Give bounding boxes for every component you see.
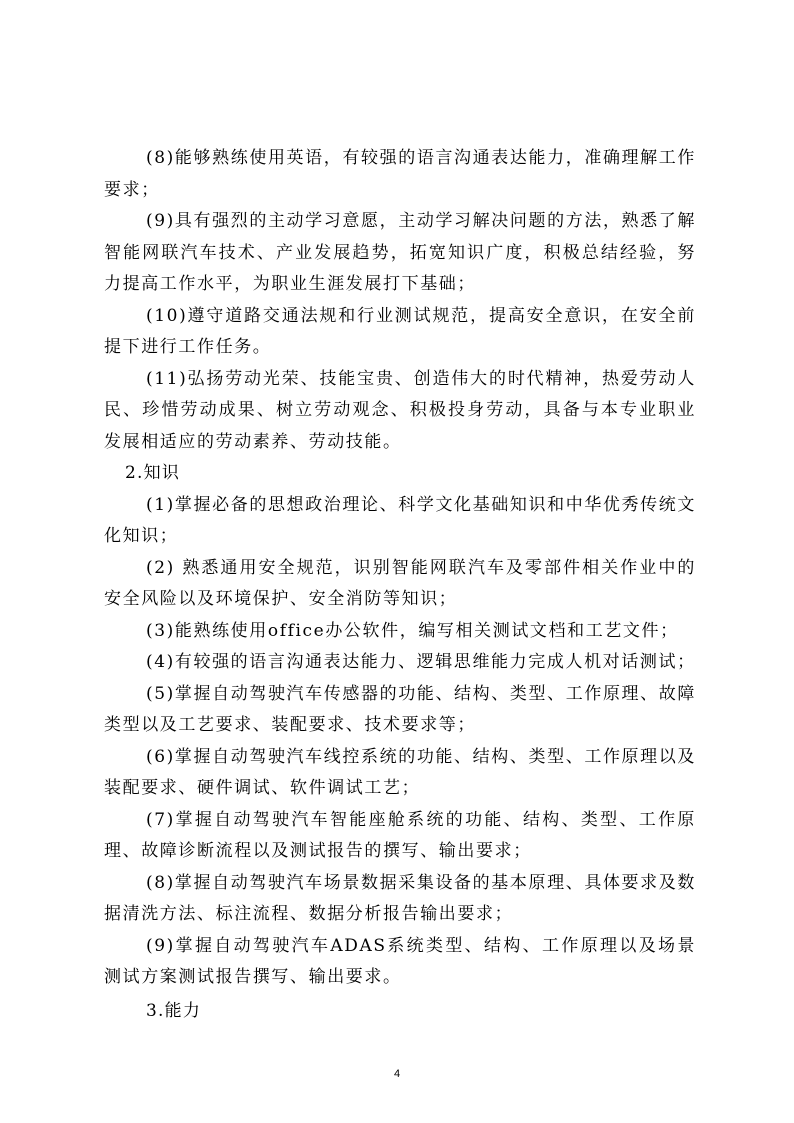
paragraph-item-10: (10)遵守道路交通法规和行业测试规范，提高安全意识，在安全前提下进行工作任务。 xyxy=(104,305,696,357)
page-number: 4 xyxy=(393,1068,401,1080)
knowledge-item-3: (3)能熟练使用office办公软件，编写相关测试文档和工艺文件； xyxy=(146,620,679,641)
knowledge-item-2: (2) 熟悉通用安全规范，识别智能网联汽车及零部件相关作业中的安全风险以及环境保护、安全消防等知识； xyxy=(104,557,696,609)
knowledge-item-9: (9)掌握自动驾驶汽车ADAS系统类型、结构、工作原理以及场景测试方案测试报告撰写、输出要求。 xyxy=(104,935,696,987)
knowledge-item-7: (7)掌握自动驾驶汽车智能座舱系统的功能、结构、类型、工作原理、故障诊断流程以及测试报告的撰写、输出要求； xyxy=(104,809,696,861)
paragraph-item-8: (8)能够熟练使用英语，有较强的语言沟通表达能力，准确理解工作要求； xyxy=(104,148,696,200)
paragraph-item-9: (9)具有强烈的主动学习意愿，主动学习解决问题的方法，熟悉了解智能网联汽车技术、产业发展趋势，拓宽知识广度，积极总结经验，努力提高工作水平，为职业生涯发展打下基础； xyxy=(104,211,696,294)
knowledge-item-1: (1)掌握必备的思想政治理论、科学文化基础知识和中华优秀传统文化知识； xyxy=(104,494,696,546)
knowledge-item-8: (8)掌握自动驾驶汽车场景数据采集设备的基本原理、具体要求及数据清洗方法、标注流程、数据分析报告输出要求； xyxy=(104,872,696,924)
knowledge-item-6: (6)掌握自动驾驶汽车线控系统的功能、结构、类型、工作原理以及装配要求、硬件调试、软件调试工艺； xyxy=(104,746,696,798)
paragraph-item-11: (11)弘扬劳动光荣、技能宝贵、创造伟大的时代精神，热爱劳动人民、珍惜劳动成果、树立劳动观念、积极投身劳动，具备与本专业职业发展相适应的劳动素养、劳动技能。 xyxy=(104,368,696,452)
section-heading-ability: 3.能力 xyxy=(146,1000,202,1021)
knowledge-item-4: (4)有较强的语言沟通表达能力、逻辑思维能力完成人机对话测试； xyxy=(146,652,696,672)
document-body xyxy=(104,143,696,1027)
knowledge-item-5: (5)掌握自动驾驶汽车传感器的功能、结构、类型、工作原理、故障类型以及工艺要求、装配要求、技术要求等； xyxy=(104,683,696,735)
section-heading-knowledge: 2.知识 xyxy=(125,463,181,483)
